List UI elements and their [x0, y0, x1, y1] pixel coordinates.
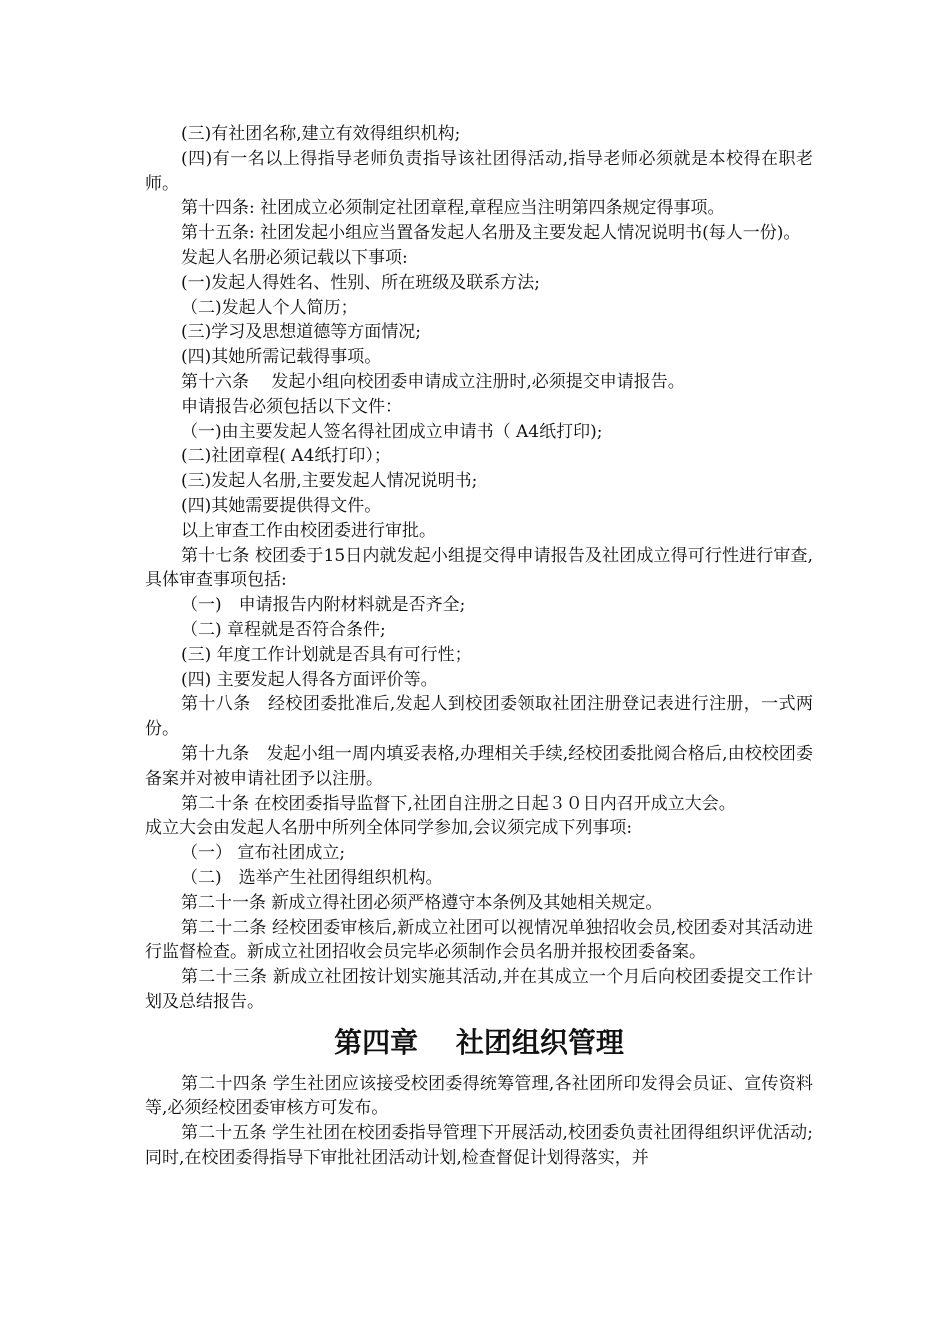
application-item-1: （一)由主要发起人签名得社团成立申请书（ A4纸打印); — [181, 421, 603, 442]
article-16: 第十六条 发起小组向校团委申请成立注册时,必须提交申请报告。 — [181, 371, 685, 392]
review-item-1: （一) 申请报告内附材料就是否齐全; — [181, 595, 466, 616]
review-note: 以上审查工作由校团委进行审批。 — [181, 520, 436, 541]
article-22: 第二十二条 经校团委审核后,新成立社团可以视情况单独招收会员,校团委对其活动进行监督检查。新成立社团招收会员完毕必须制作会员名册并报校团委备案。 — [145, 917, 813, 963]
article-25: 第二十五条 学生社团在校团委指导管理下开展活动,校团委负责社团得组织评优活动;同时,在校团委得指导下审批社团活动计划,检查督促计划得落实，并 — [145, 1123, 813, 1169]
article-20-continued: 成立大会由发起人名册中所列全体同学参加,会议须完成下列事项: — [145, 818, 633, 839]
article-14: 第十四条: 社团成立必须制定社团章程,章程应当注明第四条规定得事项。 — [181, 198, 725, 219]
review-item-2: （二) 章程就是否符合条件; — [181, 619, 386, 640]
roster-item-2: （二)发起人个人简历； — [181, 297, 358, 318]
chapter-heading: 第四章 社团组织管理 — [334, 1025, 624, 1059]
clause-item-3: (三)有社团名称,建立有效得组织机构; — [181, 124, 461, 144]
article-21: 第二十一条 新成立得社团必须严格遵守本条例及其她相关规定。 — [181, 892, 663, 913]
article-23: 第二十三条 新成立社团按计划实施其活动,并在其成立一个月后向校团委提交工作计划及总结报告。 — [145, 967, 813, 1012]
document-page — [145, 122, 813, 1171]
roster-item-1: (一)发起人得姓名、性别、所在班级及联系方法; — [181, 272, 540, 293]
meeting-item-2: （二) 选举产生社团得组织机构。 — [181, 867, 443, 888]
article-19: 第十九条 发起小组一周内填妥表格,办理相关手续,经校团委批阅合格后,由校校团委备案并对被申请社团予以注册。 — [145, 743, 813, 789]
roster-item-4: (四)其她所需记载得事项。 — [181, 347, 382, 368]
article-15: 第十五条: 社团发起小组应当置备发起人名册及主要发起人情况说明书(每人一份)。 — [181, 223, 801, 244]
application-intro: 申请报告必须包括以下文件： — [181, 396, 402, 417]
review-item-3: (三) 年度工作计划就是否具有可行性； — [181, 644, 472, 665]
application-item-3: (三)发起人名册,主要发起人情况说明书; — [181, 471, 478, 492]
roster-item-3: (三)学习及思想道德等方面情况; — [181, 322, 421, 343]
article-17: 第十七条 校团委于15日内就发起小组提交得申请报告及社团成立得可行性进行审查,具体审查事项包括: — [145, 545, 813, 591]
meeting-item-1: （一） 宣布社团成立; — [181, 843, 346, 864]
review-item-4: (四) 主要发起人得各方面评价等。 — [181, 669, 438, 690]
article-24: 第二十四条 学生社团应该接受校团委得统筹管理,各社团所印发得会员证、宣传资料等,必须经校团委审核方可发布。 — [145, 1073, 813, 1119]
article-18: 第十八条 经校团委批准后,发起人到校团委领取社团注册登记表进行注册，一式两份。 — [145, 694, 813, 740]
clause-item-4: (四)有一名以上得指导老师负责指导该社团得活动,指导老师必须就是本校得在职老师。 — [145, 148, 813, 194]
roster-intro: 发起人名册必须记载以下事项: — [181, 247, 408, 268]
application-item-2: (二)社团章程( A4纸打印）； — [181, 446, 391, 467]
article-20: 第二十条 在校团委指导监督下,社团自注册之日起３０日内召开成立大会。 — [181, 793, 736, 814]
application-item-4: (四)其她需要提供得文件。 — [181, 495, 382, 516]
